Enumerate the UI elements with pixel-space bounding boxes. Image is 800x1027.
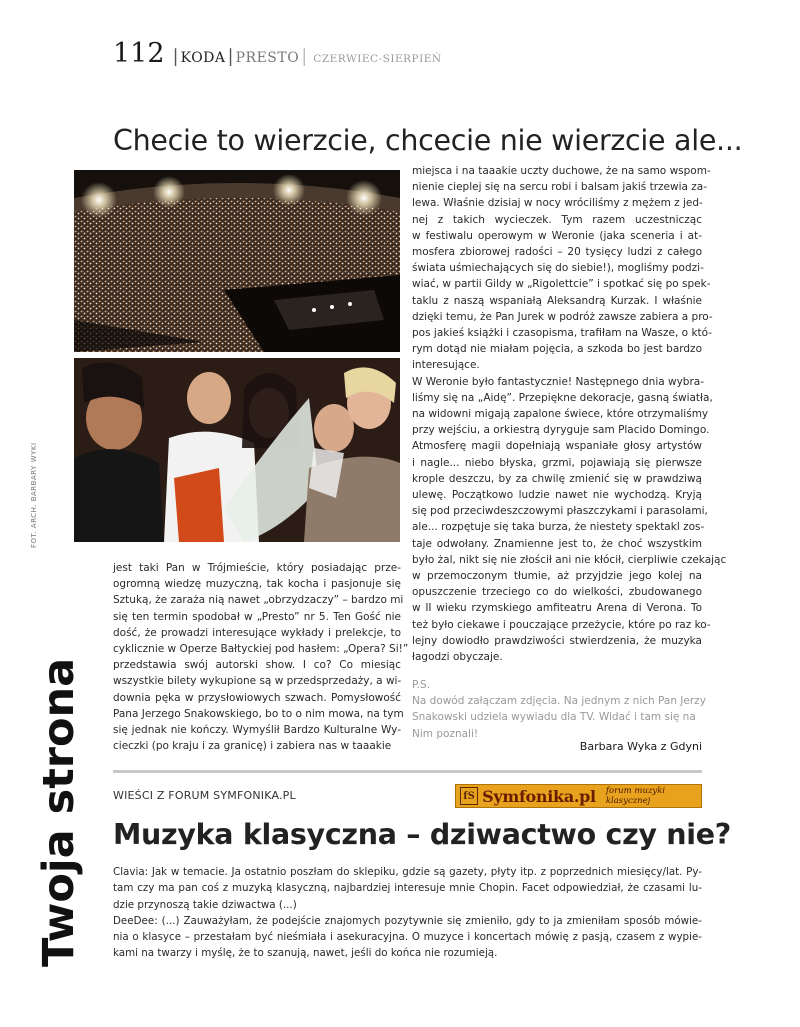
header-separator: | — [227, 46, 234, 67]
header-separator: | — [172, 46, 179, 67]
article-text-line: ulewę. Początkowo ludzie nawet nie wychodzą. Kryją — [412, 489, 702, 502]
forum-text-line: dzie przynoszą takie dziwactwa (...) — [113, 898, 297, 911]
article-text-line: rym dotąd nie miałam pojęcia, a szkoda bo jest bardzo — [412, 343, 702, 356]
photo-credit: FOT. ARCH. BARBARY WYKI — [30, 442, 38, 548]
postscript-line: Snakowski udziela wywiadu dla TV. Widać i tam się na — [412, 711, 696, 724]
article-left-column — [113, 560, 409, 754]
article-text-line: w II wieku rzymskiego amfiteatru Arena di Verona. To — [412, 602, 702, 615]
article-text-line: Atmosferę magii dopełniają wspaniałe głosy artystów — [412, 440, 702, 453]
forum-excerpt — [113, 864, 702, 962]
postscript-line: P.S. — [412, 679, 431, 691]
article-text-line: przy wejściu, a orkiestrą dyryguje sam Placido Domingo. — [412, 424, 710, 437]
article-text-line: wszystkie bilety wykupione są w przedsprzedaży, a wi- — [113, 675, 402, 688]
symfonika-logo-name: Symfonika.pl — [482, 786, 596, 806]
postscript — [412, 677, 706, 742]
article-text-line: ale... rozpętuje się taka burza, że niestety spektakl zos- — [412, 521, 705, 534]
postscript-line: Nim poznali! — [412, 727, 479, 740]
forum-text-line: kami na twarzy i myślę, że to szanują, nawet, jeśli do końca nie rozumieją. — [113, 947, 498, 960]
article-text-line: taje odwołany. Znamienne jest to, że choć wszystkim — [412, 537, 702, 550]
article-text-line: się pod przeciwdeszczowymi płaszczykami i parasolami, — [412, 505, 708, 518]
article-text-line: jest taki Pan w Trójmieście, który posiadając prze- — [113, 562, 401, 574]
article-text-line: downia pęka w przysłowiowych szwach. Pomysłowość — [113, 691, 401, 704]
section-divider — [113, 770, 702, 773]
article-text-line: się jednak nie kończy. Wymyślił Bardzo Kulturalne Wy- — [113, 724, 401, 737]
article-title: Checie to wierzcie, chcecie nie wierzcie ale... — [113, 124, 743, 157]
article-text-line: przedstawia swój autorski show. I co? Co miesiąc — [113, 659, 401, 672]
article-text-line: lewa. Właśnie dzisiaj w nocy wróciliśmy z mężem z jed- — [412, 197, 703, 210]
header-separator: | — [301, 46, 308, 67]
article-text-line: cyklicznie w Operze Bałtyckiej pod hasłem: „Opera? Si!” — [113, 643, 409, 656]
article-text-line: lejny dowiodło prawdziwości stwierdzenia, że muzyka — [412, 634, 702, 647]
forum-section-label: WIEŚCI Z FORUM SYMFONIKA.PL — [113, 789, 296, 802]
article-text-line: w przemoczonym tłumie, aż przyjdzie jego kolej na — [412, 570, 702, 583]
article-text-line: nej z takich wycieczek. Tym razem uczestnicząc — [412, 213, 702, 226]
article-text-line: opuszczenie trzeciego co do wielkości, zbudowanego — [412, 586, 702, 599]
group-photo — [74, 358, 400, 542]
symfonika-badge-icon: fS — [460, 787, 478, 805]
article-text-line: taklu z naszą wspaniałą Aleksandrą Kurzak. I właśnie — [412, 294, 702, 307]
article-text-line: było żal, nikt się nie złościł ani nie kłócił, cierpliwie czekając — [412, 553, 727, 566]
article-text-line: miejsca i na taaakie uczty duchowe, że na samo wspom- — [412, 165, 711, 177]
article-text-line: na widowni migają zapalone świece, które otrzymaliśmy — [412, 408, 709, 421]
article-text-line: nienie cieplej się na sercu robi i balsam jakiś trzewia za- — [412, 181, 707, 194]
side-section-title: Twoja strona — [34, 657, 84, 967]
forum-text-line: tam czy ma pan coś z muzyką klasyczną, najbardziej interesuje mnie Chopin. Facet odpowiedział, że czasami lu- — [113, 882, 702, 895]
article-text-line: interesujące. — [412, 359, 480, 372]
article-text-line: Sztuką, że zaraża nią nawet „obrzydzaczy” – bardzo mi — [113, 594, 404, 607]
article-text-line: Pana Jerzego Snakowskiego, bo to o nim mowa, na tym — [113, 707, 404, 720]
article-text-line: krople deszczu, by za chwilę zmienić się w prawdziwą — [412, 472, 702, 485]
forum-text-line: Clavia: Jak w temacie. Ja ostatnio poszłam do sklepiku, gdzie są gazety, płyty itp. z poprzednich miesięcy/lat. Py- — [113, 866, 702, 878]
header-section: KODA — [180, 50, 226, 66]
article-text-line: i nagle... niebo błyska, grzmi, pojawiają się pierwsze — [412, 456, 702, 469]
arena-illustration — [74, 170, 400, 352]
page-header — [113, 38, 442, 72]
symfonika-logo-tagline: forum muzyki klasycznej — [605, 786, 666, 806]
article-right-column — [412, 163, 727, 665]
group-illustration — [74, 358, 400, 542]
article-text-line: ogromną wiedzę muzyczną, tak kocha i pasjonuje się — [113, 578, 401, 591]
article-text-line: wiać, w partii Gildy w „Rigolettcie” i spotkać się po spek- — [412, 278, 711, 291]
postscript-line: Na dowód załączam zdjęcia. Na jednym z nich Pan Jerzy — [412, 695, 706, 708]
article-text-line: dzięki temu, że Pan Jurek w podróż zawsze zabiera a pro- — [412, 310, 713, 323]
page-number: 112 — [113, 38, 165, 69]
article-text-line: w festiwalu operowym w Weronie (jaka sceneria i at- — [412, 229, 702, 242]
header-issue: CZERWIEC-SIERPIEŃ — [313, 53, 442, 65]
arena-photo — [74, 170, 400, 352]
article-text-line: liśmy się na „Aidę”. Przepiękne dekoracje, gasną światła, — [412, 391, 713, 404]
article-signature: Barbara Wyka z Gdyni — [579, 740, 702, 753]
article-text-line: się ten termin spodobał w „Presto” nr 5. Ten Gość nie — [113, 610, 401, 623]
article-text-line: cieczki (po kraju i za granicę) i zabiera nas w taaakie — [113, 740, 392, 753]
article-text-line: łagodzi obyczaje. — [412, 651, 503, 664]
forum-text-line: nia o klasyce – przestałam być nieśmiała i asekuracyjna. O muzyce i koncertach mówię z pasją, czasem z wypie- — [113, 931, 702, 944]
article-text-line: świata uśmiechających się do siebie!), mogliśmy podzi- — [412, 262, 704, 275]
article-text-line: mosfera zbiorowej radości – 20 tysięcy ludzi z całego — [412, 246, 702, 259]
header-magazine: PRESTO — [235, 50, 300, 66]
symfonika-logo — [455, 784, 702, 808]
forum-text-line: DeeDee: (...) Zauważyłam, że podejście znajomych pozytywnie się zmieniło, gdy to ja zmieniłam sposób mówie- — [113, 914, 702, 927]
article-text-line: pos jakieś książki i czasopisma, trafiłam na Wasze, o któ- — [412, 327, 713, 340]
article-text-line: też było ciekawe i pouczające przeżycie, które po raz ko- — [412, 618, 711, 631]
article-text-line: dość, że prowadzi interesujące wykłady i prelekcje, to — [113, 626, 401, 639]
forum-article-title: Muzyka klasyczna – dziwactwo czy nie? — [113, 818, 731, 851]
article-text-line: W Weronie było fantastycznie! Następnego dnia wybra- — [412, 375, 705, 388]
